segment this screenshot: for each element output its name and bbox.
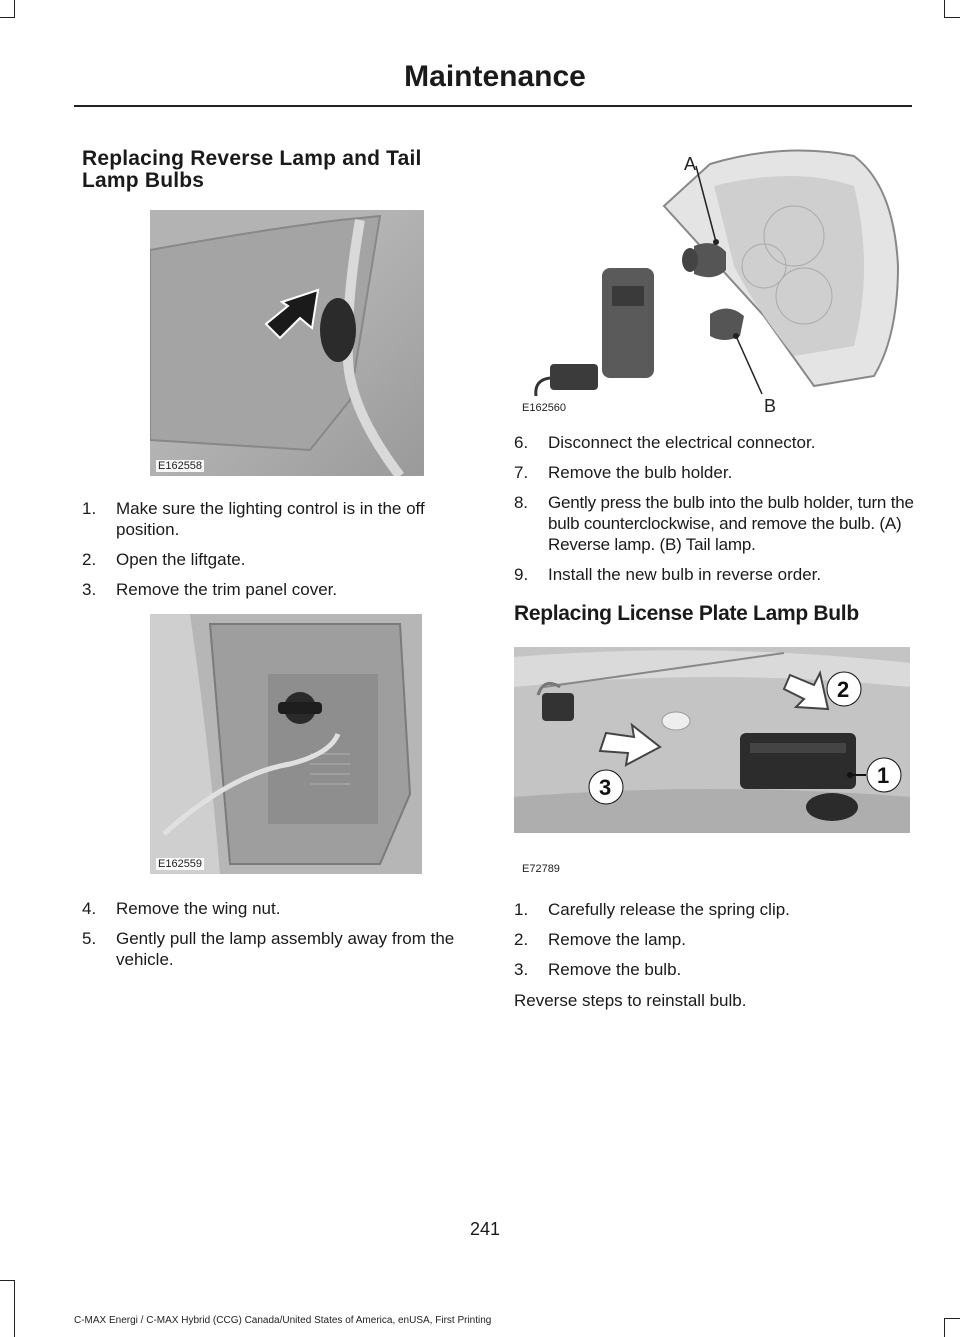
- figure-license-plate-lamp: [514, 647, 910, 879]
- page-header-title: Maintenance: [404, 60, 586, 93]
- crop-mark: [14, 0, 15, 18]
- crop-mark: [944, 0, 945, 18]
- list-item: 1. Carefully release the spring clip.: [514, 900, 790, 919]
- section-heading-license-plate: Replacing License Plate Lamp Bulb: [514, 602, 859, 625]
- figure-lamp-housing: [150, 614, 422, 874]
- list-item: 3. Remove the trim panel cover.: [82, 580, 338, 599]
- figure-tail-lamp-bulbs: [514, 146, 912, 418]
- figure-liftgate-trim: [150, 210, 424, 476]
- list-item: 6. Disconnect the electrical connector.: [514, 433, 816, 452]
- figure-code: E72789: [522, 863, 560, 875]
- lamp-housing-illustration: [150, 614, 422, 874]
- crop-mark: [0, 1280, 14, 1281]
- list-item: 8. Gently press the bulb into the bulb holder, turn the bulb counterclockwise, and remove the bulb. (A) Reverse lamp. (B) Tail lamp.: [514, 493, 914, 554]
- crop-mark: [0, 17, 14, 18]
- page-number: 241: [469, 1219, 501, 1239]
- edition-footer: C-MAX Energi / C-MAX Hybrid (CCG) Canada/United States of America, enUSA, First Printing: [74, 1315, 492, 1326]
- crop-mark: [14, 1280, 15, 1337]
- crop-mark: [944, 17, 960, 18]
- tail-lamp-bulbs-illustration: [514, 146, 912, 418]
- callout-3: 3: [599, 775, 612, 800]
- reverse-bulb-icon: [694, 243, 726, 277]
- list-item: 7. Remove the bulb holder.: [514, 463, 733, 482]
- steps-list-d: [514, 899, 914, 980]
- list-item: 5. Gently pull the lamp assembly away from the vehicle.: [82, 929, 455, 969]
- closing-note: Reverse steps to reinstall bulb.: [514, 991, 747, 1010]
- liftgate-trim-illustration: [150, 210, 424, 476]
- callout-2: 2: [837, 677, 850, 702]
- list-item: 9. Install the new bulb in reverse order.: [514, 565, 822, 584]
- steps-list-c: [514, 432, 914, 585]
- callout-a: A: [684, 154, 697, 174]
- figure-code: E162558: [158, 460, 203, 472]
- list-item: 1. Make sure the lighting control is in the off position.: [82, 499, 425, 539]
- crop-mark: [944, 1318, 960, 1319]
- callout-b: B: [764, 396, 777, 416]
- crop-mark: [944, 1318, 945, 1337]
- list-item: 2. Remove the lamp.: [514, 930, 686, 949]
- right-column: [514, 146, 914, 1011]
- electrical-connector-icon: [550, 364, 598, 390]
- figure-code: E162559: [158, 858, 203, 870]
- left-column: [82, 148, 482, 979]
- figure-code: E162560: [522, 402, 567, 414]
- header-rule: [74, 105, 912, 107]
- license-plate-lamp-illustration: [514, 647, 910, 833]
- lamp-socket-icon: [542, 693, 574, 721]
- lamp-housing-icon: [740, 733, 856, 789]
- steps-list-b: [82, 898, 482, 970]
- list-item: 2. Open the liftgate.: [82, 550, 246, 569]
- bulb-holder-icon: [602, 268, 654, 378]
- callout-1: 1: [877, 763, 890, 788]
- section-heading-reverse-tail: Replacing Reverse Lamp and Tail Lamp Bulbs: [82, 147, 422, 192]
- list-item: 4. Remove the wing nut.: [82, 899, 281, 918]
- list-item: 3. Remove the bulb.: [514, 960, 682, 979]
- steps-list-a: [82, 498, 482, 600]
